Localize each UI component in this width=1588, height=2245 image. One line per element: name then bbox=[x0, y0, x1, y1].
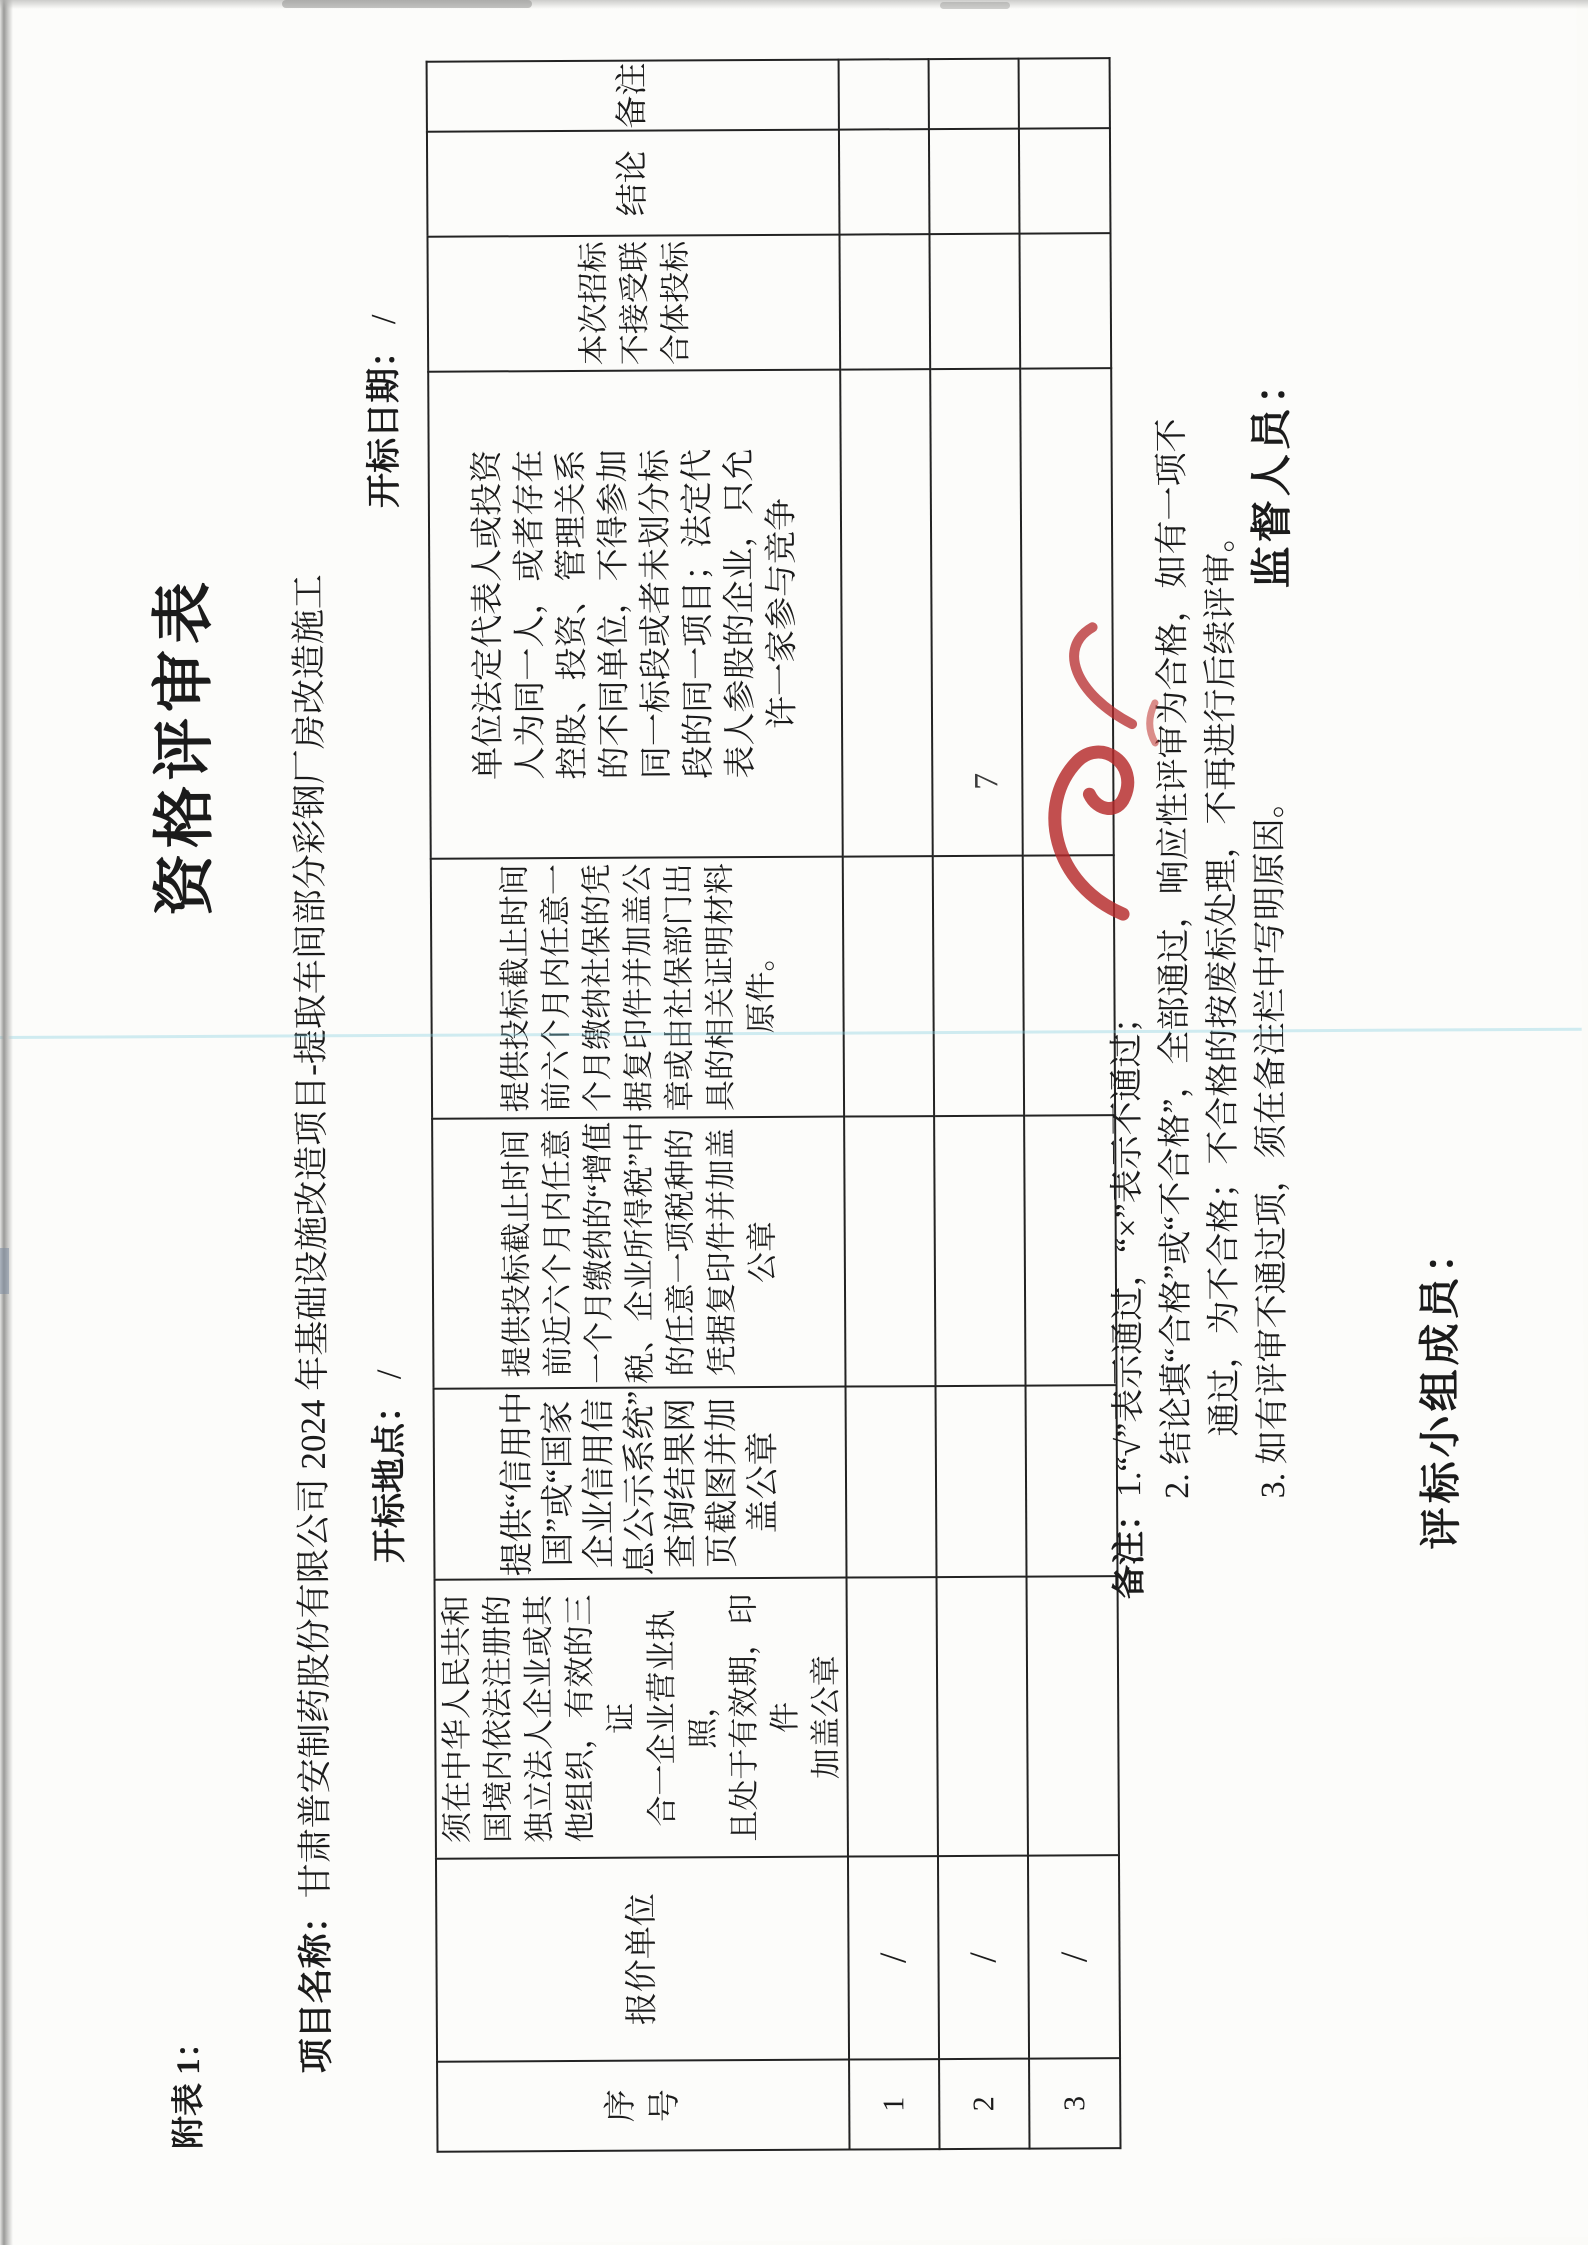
bidder-cell: / bbox=[848, 1856, 939, 2059]
note-line-3: 3. 如有评审不通过项，须在备注栏中写明原因。 bbox=[1251, 784, 1293, 1499]
empty-cell bbox=[844, 1116, 935, 1386]
table-row-1 bbox=[839, 59, 940, 2149]
notes-label: 备注： bbox=[1111, 1496, 1149, 1600]
scan-edge-shadow-top bbox=[0, 0, 1588, 9]
empty-cell bbox=[1019, 233, 1111, 368]
bidder-cell: / bbox=[938, 1856, 1029, 2059]
empty-cell bbox=[840, 369, 933, 856]
col-header-no-consortium: 本次招标 不接受联 合体投标 bbox=[427, 235, 840, 372]
col-header-conclusion: 结论 bbox=[427, 130, 840, 237]
seq-cell: 2 bbox=[939, 2059, 1029, 2149]
scan-edge-notch bbox=[0, 1248, 9, 1294]
empty-cell bbox=[1027, 1576, 1119, 1855]
empty-cell bbox=[839, 234, 930, 369]
project-name-label: 项目名称： bbox=[296, 1898, 337, 2074]
empty-cell bbox=[839, 59, 929, 129]
empty-cell bbox=[929, 234, 1020, 369]
note-line-2: 2. 结论填“合格”或“不合格”，全部通过，响应性评审为合格，如有一项不 bbox=[1153, 418, 1197, 1499]
supervisor-signature-label: 监督人员： bbox=[1249, 358, 1297, 589]
scan-smudge bbox=[282, 0, 532, 8]
open-bid-date-value: / bbox=[363, 314, 403, 325]
empty-cell bbox=[934, 1116, 1025, 1386]
col-header-tax: 提供投标截止时间 前近六个月内任意 一个月缴纳的“增值 税、企业所得税”中 的任意一项税种的 凭据复印件并加盖 公章 bbox=[432, 1117, 845, 1389]
col-header-credit-china: 提供“信用中 国”或“国家 企业信用信 息公示系统” 查询结果网 页截图并加 盖公章 bbox=[434, 1387, 847, 1580]
note-line-2-continued: 通过，为不合格；不合格的按废标处理，不再进行后续评审。 bbox=[1201, 518, 1244, 1437]
empty-cell bbox=[1019, 58, 1110, 128]
table-row-2 bbox=[929, 59, 1030, 2149]
scan-smudge bbox=[940, 2, 1010, 9]
empty-cell bbox=[1024, 1115, 1116, 1385]
open-bid-date-label: 开标日期： bbox=[363, 332, 404, 509]
open-bid-location-label: 开标地点： bbox=[369, 1387, 410, 1564]
seq-cell: 3 bbox=[1029, 2058, 1120, 2148]
empty-cell bbox=[1019, 128, 1111, 233]
form-title: 资格评审表 bbox=[150, 575, 221, 917]
empty-cell bbox=[929, 129, 1020, 234]
empty-cell bbox=[839, 129, 930, 234]
col-header-bidder: 报价单位 bbox=[436, 1857, 849, 2062]
open-bid-date-line bbox=[356, 314, 407, 508]
empty-cell bbox=[937, 1577, 1028, 1856]
empty-cell bbox=[1026, 1385, 1118, 1576]
empty-cell bbox=[846, 1386, 937, 1577]
table-header-row bbox=[427, 60, 850, 2152]
empty-cell bbox=[843, 856, 934, 1116]
col-header-legal-representative: 单位法定代表人或投资 人为同一人，或者存在 控股、投资、管理关系 的不同单位，不得参加 同一标段或者未划分标 段的同一项目；法定代 表人参股的企业，只允 许一家参与竞争 bbox=[428, 370, 843, 859]
col-header-social-insurance: 提供投标截止时间 前六个月内任意一 个月缴纳社保的凭 据复印件并加盖公 章或由社保部门出 具的相关证明材料 原件。 bbox=[431, 857, 844, 1119]
seq-cell: 1 bbox=[849, 2059, 939, 2149]
project-name-line bbox=[281, 574, 339, 2073]
note-line-1-text: 1.“√”表示通过，“×”表示不通过； bbox=[1108, 999, 1149, 1498]
bidder-cell: / bbox=[1028, 1855, 1120, 2058]
scan-edge-shadow-left bbox=[0, 0, 13, 2245]
remarks-notes-block bbox=[1100, 418, 1298, 1599]
empty-cell bbox=[936, 1386, 1027, 1577]
col-header-seq: 序 号 bbox=[437, 2060, 849, 2152]
empty-cell bbox=[847, 1577, 938, 1856]
red-stamp-marks bbox=[1026, 609, 1168, 940]
empty-cell bbox=[929, 59, 1019, 129]
col-header-registration: 须在中华人民共和 国境内依法注册的 独立法人企业或其 他组织，有效的三证 合一企业营业执照， 且处于有效期，印件 加盖公章 bbox=[435, 1578, 848, 1859]
note-line-1 bbox=[1100, 419, 1154, 1600]
col-header-remarks: 备注 bbox=[427, 60, 839, 132]
qualification-review-table bbox=[426, 57, 1122, 2153]
open-bid-location-value: / bbox=[369, 1369, 409, 1380]
open-bid-location-line bbox=[361, 1369, 412, 1563]
evaluation-team-signature-label: 评标小组成员： bbox=[1417, 1227, 1466, 1550]
appendix-label: 附表 1： bbox=[170, 2025, 208, 2150]
page-number: 7 bbox=[968, 772, 1006, 790]
project-name-value: 甘肃普安制药股份有限公司 2024 年基础设施改造项目-提取车间部分彩钢厂房改造施工 bbox=[289, 574, 336, 1899]
empty-cell bbox=[933, 856, 1024, 1116]
